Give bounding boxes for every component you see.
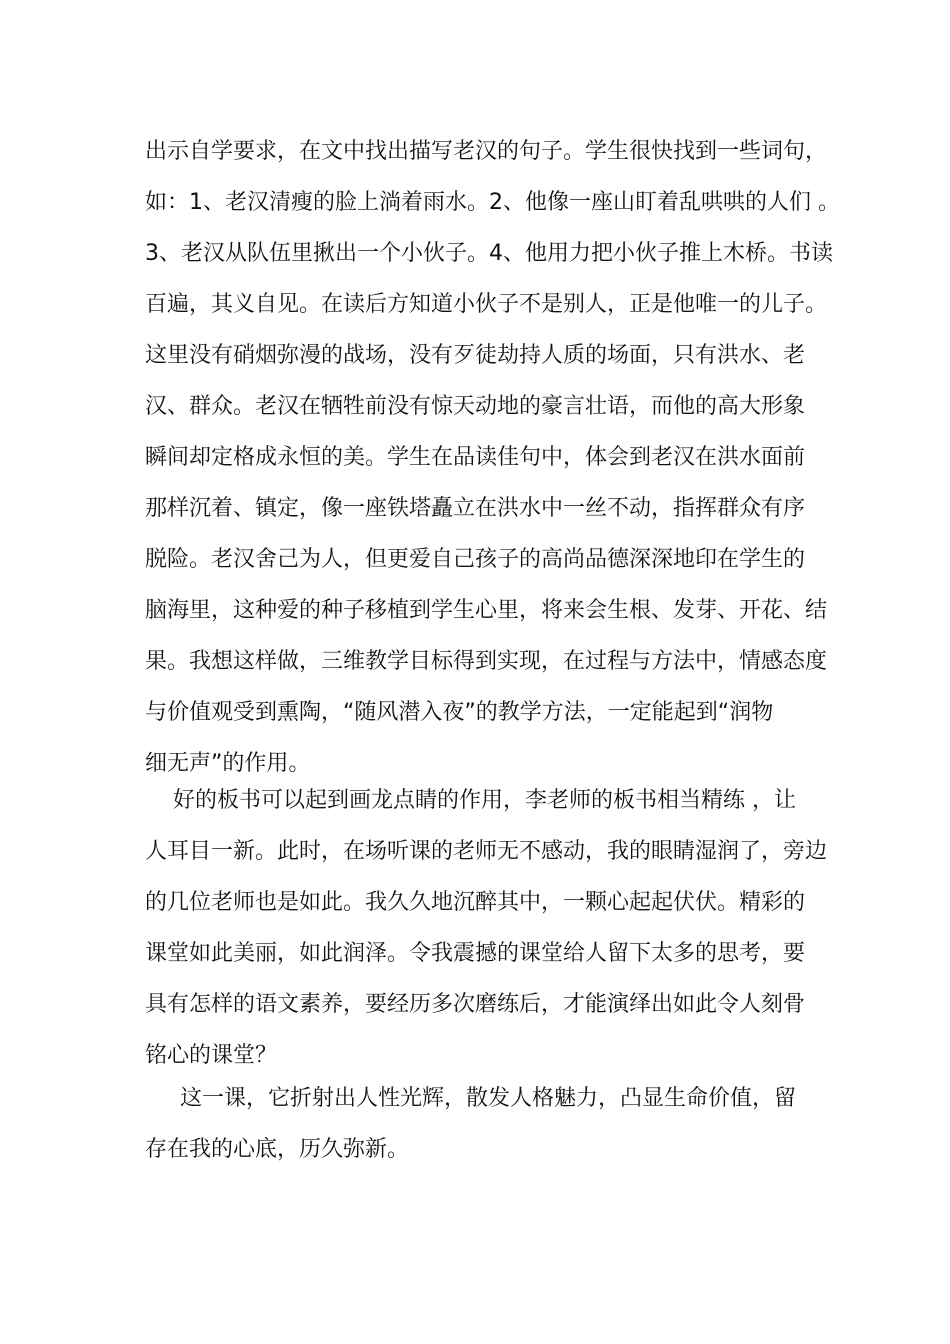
text-line: 铭心的课堂？ [145, 1043, 278, 1068]
text-line: 细无声”的作用。 [145, 751, 311, 776]
text-line: 那样沉着、镇定，像一座铁塔矗立在洪水中一丝不动，指挥群众有序 [145, 496, 806, 521]
text-line: 这里没有硝烟弥漫的战场，没有歹徒劫持人质的场面，只有洪水、老 [145, 343, 806, 368]
text-line: 3、老汉从队伍里揪出一个小伙子。4、他用力把小伙子推上木桥。书读 [145, 241, 833, 266]
text-line: 这一课，它折射出人性光辉，散发人格魅力，凸显生命价值，留 [145, 1086, 796, 1111]
text-line: 具有怎样的语文素养，要经历多次磨练后，才能演绎出如此令人刻骨 [145, 992, 806, 1017]
text-line: 课堂如此美丽，如此润泽。令我震撼的课堂给人留下太多的思考，要 [145, 941, 806, 966]
text-line: 存在我的心底，历久弥新。 [145, 1137, 410, 1162]
text-line: 果。我想这样做，三维教学目标得到实现，在过程与方法中，情感态度 [145, 649, 828, 674]
text-line: 人耳目一新。此时，在场听课的老师无不感动，我的眼睛湿润了，旁边 [145, 839, 828, 864]
paragraph-1 [145, 126, 840, 789]
paragraph-3 [145, 1073, 815, 1175]
text-line: 出示自学要求，在文中找出描写老汉的句子。学生很快找到一些词句， [145, 139, 828, 164]
text-line: 好的板书可以起到画龙点睛的作用，李老师的板书相当精练 ，让 [145, 788, 796, 813]
text-line: 汉、群众。老汉在牺牲前没有惊天动地的豪言壮语，而他的高大形象 [145, 394, 806, 419]
text-line: 瞬间却定格成永恒的美。学生在品读佳句中，体会到老汉在洪水面前 [145, 445, 806, 470]
text-line: 如：1、老汉清瘦的脸上淌着雨水。2、他像一座山盯着乱哄哄的人们 。 [145, 190, 840, 215]
text-line: 与价值观受到熏陶，“随风潜入夜”的教学方法，一定能起到“润物 [145, 700, 774, 725]
text-line: 脱险。老汉舍己为人，但更爱自己孩子的高尚品德深深地印在学生的 [145, 547, 806, 572]
text-line: 的几位老师也是如此。我久久地沉醉其中，一颗心起起伏伏。精彩的 [145, 890, 806, 915]
paragraph-2 [145, 775, 828, 1081]
text-line: 百遍，其义自见。在读后方知道小伙子不是别人，正是他唯一的儿子。 [145, 292, 828, 317]
text-line: 脑海里，这种爱的种子移植到学生心里，将来会生根、发芽、开花、结 [145, 598, 828, 623]
